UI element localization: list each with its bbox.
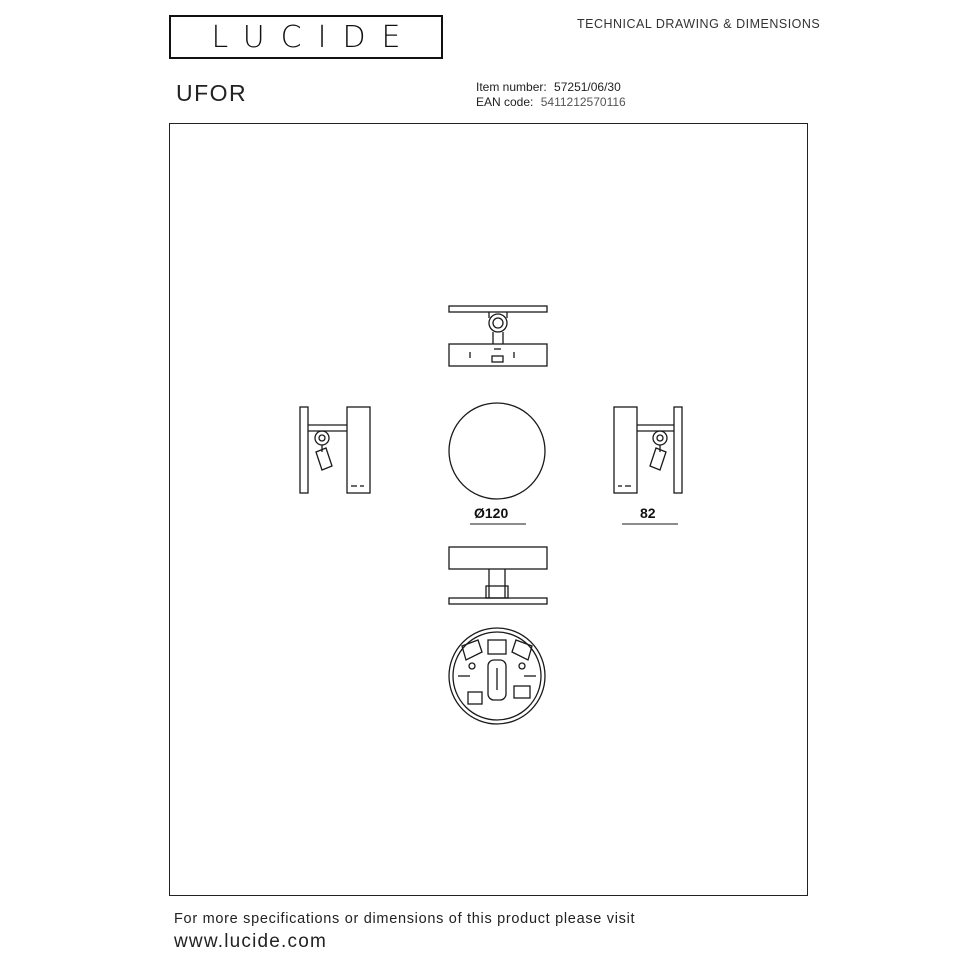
top-view	[449, 306, 547, 366]
right-side-view	[614, 407, 682, 493]
document-title: TECHNICAL DRAWING & DIMENSIONS	[577, 17, 821, 31]
depth-dimension: 82	[640, 505, 656, 521]
logo-text: LUCIDE	[211, 19, 417, 55]
item-number-value: 57251/06/30	[554, 80, 621, 94]
mounting-plate-view	[449, 628, 545, 724]
product-name: UFOR	[176, 80, 248, 106]
bottom-view	[449, 547, 547, 604]
ean-code-value: 5411212570116	[540, 95, 626, 109]
website-link[interactable]: www.lucide.com	[174, 931, 328, 952]
ean-code-label: EAN code:	[476, 95, 534, 109]
diameter-dimension: Ø120	[474, 505, 509, 521]
front-view	[449, 403, 545, 499]
left-side-view	[300, 407, 370, 493]
item-number-label: Item number:	[476, 80, 547, 94]
footer-note: For more specifications or dimensions of this product please visit	[174, 911, 636, 927]
